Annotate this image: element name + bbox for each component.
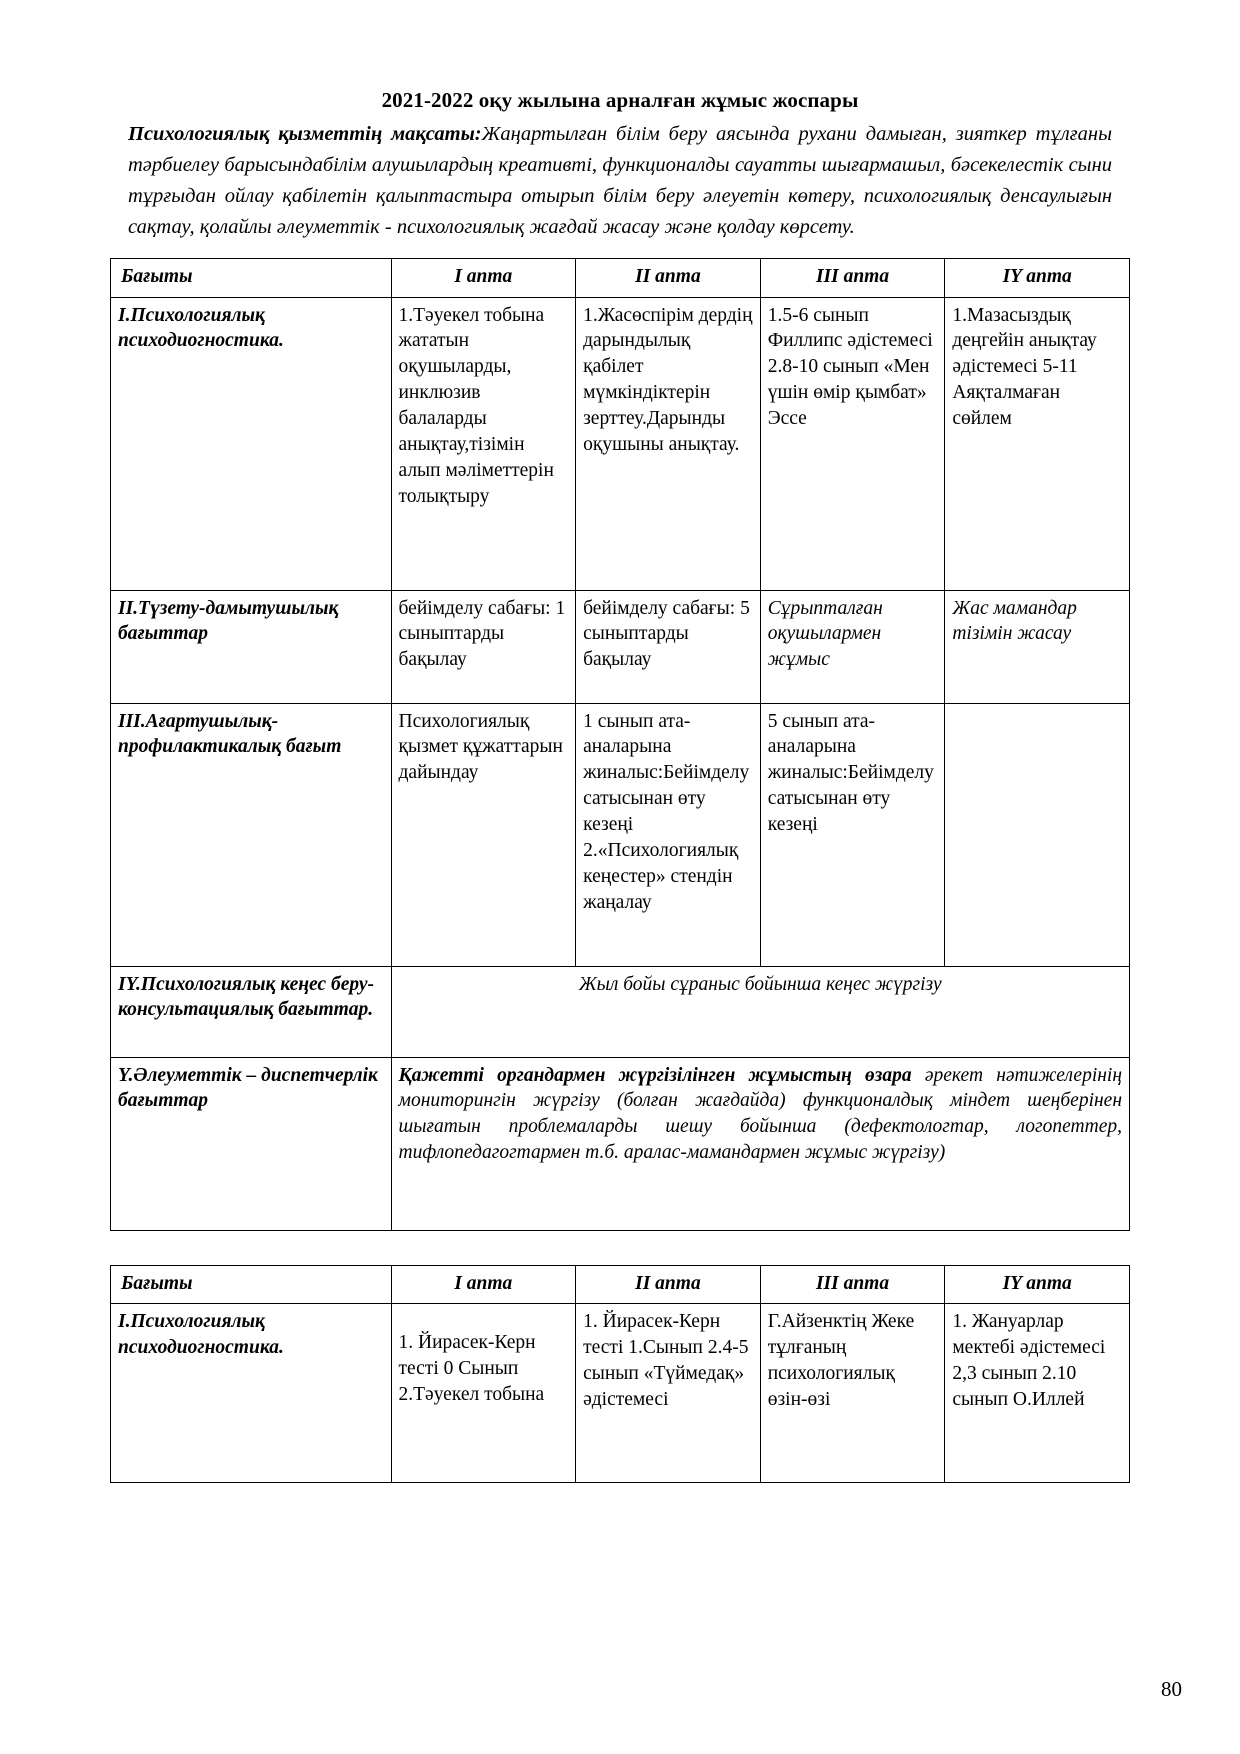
cell-week-1: Психологиялық қызмет құжаттарын дайындау (391, 703, 576, 966)
page-number: 80 (1161, 1677, 1182, 1701)
table-header-row (111, 1265, 1130, 1304)
cell-week-4: 1. Жануарлар мектебі әдістемесі 2,3 сынып 2.10 сынып О.Иллей (945, 1304, 1130, 1483)
cell-week-4 (945, 703, 1130, 966)
column-header-week-3: III апта (760, 258, 945, 297)
cell-merged-consultation: Жыл бойы сұраныс бойынша кеңес жүргізу (391, 966, 1130, 1057)
column-header-week-4: IY апта (945, 1265, 1130, 1304)
column-header-direction: Бағыты (111, 1265, 392, 1304)
table-row (111, 1304, 1130, 1483)
cell-week-4: Жас мамандар тізімін жасау (945, 590, 1130, 703)
cell-week-4: 1.Мазасыздық деңгейін анықтау әдістемесі 5-11 Аяқталмаған сөйлем (945, 297, 1130, 590)
table-row (111, 703, 1130, 966)
row-direction: I.Психологиялық психодиогностика. (111, 1304, 392, 1483)
merged-body-text: әрекет нәтижелерінің мониторингін жүргізу (болған жағдайда) функционалдық міндет шеңберінен шығатын проблемаларды шешу бойынша (дефектологтар, логопеттер, тифлопедагогтармен т.б. аралас-мамандармен жұмыс жүргізу) (398, 1064, 1123, 1164)
column-header-week-2: II апта (576, 1265, 761, 1304)
cell-week-2: 1.Жасөспірім дердің дарындылық қабілет мүмкіндіктерін зерттеу.Дарынды оқушыны анықтау. (576, 297, 761, 590)
cell-week-3: Сұрыпталған оқушылармен жұмыс (760, 590, 945, 703)
table-row (111, 590, 1130, 703)
page-title: 2021-2022 оқу жылына арналған жұмыс жоспары (381, 88, 859, 112)
row-direction: Y.Әлеуметтік – диспетчерлік бағыттар (111, 1057, 392, 1230)
column-header-week-2: II апта (576, 258, 761, 297)
row-direction: III.Ағартушылық-профилактикалық бағыт (111, 703, 392, 966)
cell-week-2: 1. Йирасек-Керн тесті 1.Сынып 2.4-5 сынып «Түймедақ» әдістемесі (576, 1304, 761, 1483)
table-row (111, 297, 1130, 590)
column-header-week-1: I апта (391, 258, 576, 297)
cell-week-3: 1.5-6 сынып Филлипс әдістемесі 2.8-10 сынып «Мен үшін өмір қымбат» Эссе (760, 297, 945, 590)
table-header-row (111, 258, 1130, 297)
row-direction: IY.Психологиялық кеңес беру- консультациялық бағыттар. (111, 966, 392, 1057)
plan-table-first (110, 258, 1130, 1231)
row-direction: II.Түзету-дамытушылық бағыттар (111, 590, 392, 703)
table-row (111, 966, 1130, 1057)
cell-week-1: 1. Йирасек-Керн тесті 0 Сынып 2.Тәуекел тобына (391, 1304, 576, 1483)
column-header-direction: Бағыты (111, 258, 392, 297)
cell-week-1: бейімделу сабағы: 1 сыныптарды бақылау (391, 590, 576, 703)
row-direction: I.Психологиялық психодиогностика. (111, 297, 392, 590)
intro-paragraph (128, 119, 1112, 244)
cell-week-2: 1 сынып ата-аналарына жиналыс:Бейімделу сатысынан өту кезеңі 2.«Психологиялық кеңестер» стендін жаңалау (576, 703, 761, 966)
cell-week-3: 5 сынып ата-аналарына жиналыс:Бейімделу сатысынан өту кезеңі (760, 703, 945, 966)
column-header-week-3: III апта (760, 1265, 945, 1304)
plan-table-second (110, 1265, 1130, 1484)
intro-lead: Психологиялық қызметтің мақсаты: (128, 123, 482, 145)
cell-week-3: Г.Айзенктің Жеке тұлғаның психологиялық өзін-өзі (760, 1304, 945, 1483)
column-header-week-4: IY апта (945, 258, 1130, 297)
table-row (111, 1057, 1130, 1230)
column-header-week-1: I апта (391, 1265, 576, 1304)
cell-week-1: 1.Тәуекел тобына жататын оқушыларды, инклюзив балаларды анықтау,тізімін алып мәліметтерін толықтыру (391, 297, 576, 590)
merged-lead-text: Қажетті органдармен жүргізілінген жұмыстың өзара (398, 1064, 912, 1086)
cell-week-2: бейімделу сабағы: 5 сыныптарды бақылау (576, 590, 761, 703)
intro-text: Жаңартылған білім беру аясында рухани дамыған, зияткер тұлғаны тәрбиелеу барысындабілім алушылардың креативті, функционалды сауатты шығармашыл, бәсекелестік сыни тұрғыдан ойлау қабілетін қалыптастыра отырып білім беру әлеуетін көтеру, психологиялық денсаулығын сақтау, қолайлы әлеуметтік - психологиялық жағдай жасау және қолдау көрсету. (128, 123, 1112, 239)
cell-merged-dispatcher (391, 1057, 1130, 1230)
